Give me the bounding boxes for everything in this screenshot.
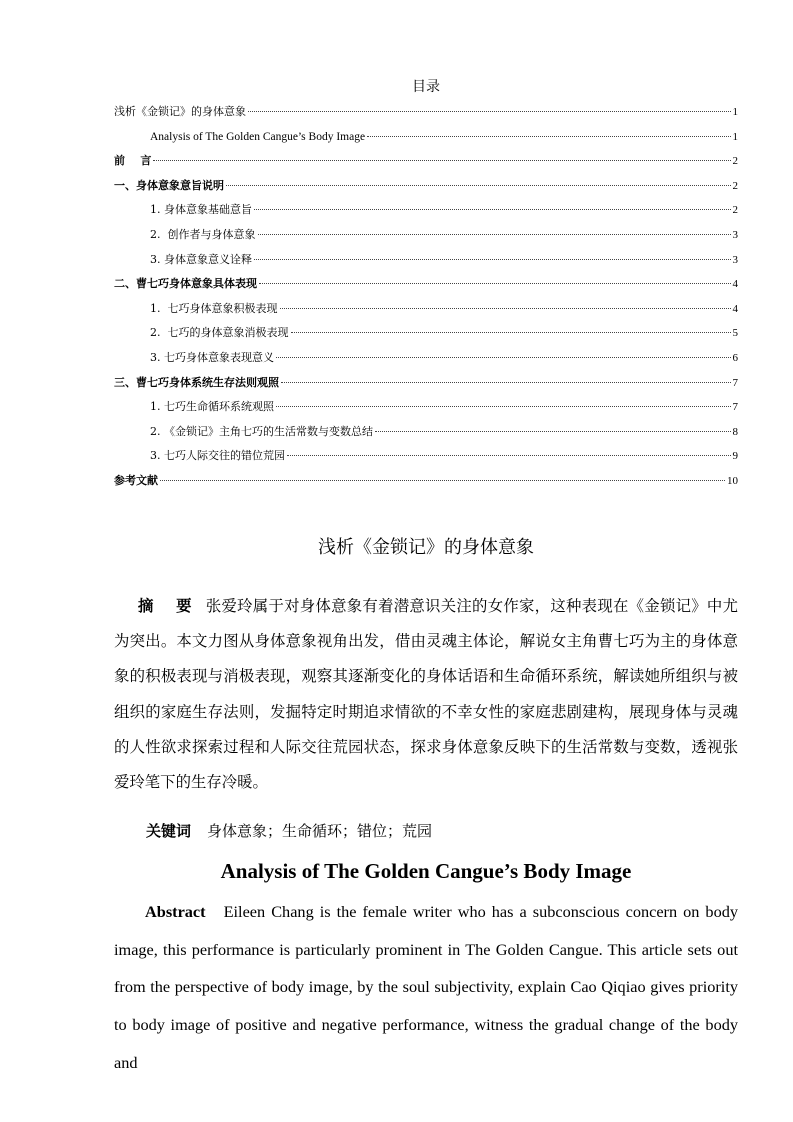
toc-entry-page: 2 [732, 155, 738, 168]
toc-entry[interactable] [114, 397, 738, 422]
toc-entry-text: Analysis of The Golden Cangue’s Body Image [150, 130, 366, 143]
toc-entry[interactable] [114, 323, 738, 348]
toc-leader-dots [281, 382, 731, 383]
toc-leader-dots [375, 431, 731, 432]
toc-entry-page: 10 [727, 474, 738, 487]
toc-title: 目录 [412, 79, 440, 95]
toc-leader-dots [287, 455, 731, 456]
toc-entry-page: 7 [732, 401, 738, 414]
toc-leader-dots [248, 111, 731, 112]
keywords-text: 身体意象；生命循环；错位；荒园 [207, 822, 433, 840]
toc-entry-page: 2 [732, 204, 738, 217]
toc-entry[interactable] [114, 176, 738, 201]
toc-entry[interactable] [114, 127, 738, 152]
chinese-title: 浅析《金锁记》的身体意象 [318, 537, 534, 558]
toc-leader-dots [280, 308, 731, 309]
toc-entry-text: 3. 身体意象意义诠释 [150, 252, 252, 266]
toc-entry[interactable] [114, 373, 738, 398]
toc-leader-dots [254, 209, 731, 210]
toc-entry[interactable] [114, 250, 738, 275]
toc-leader-dots [160, 480, 725, 481]
toc-entry-page: 9 [732, 450, 738, 463]
toc-entry[interactable] [114, 200, 738, 225]
toc-entry[interactable] [114, 348, 738, 373]
toc-entry[interactable] [114, 102, 738, 127]
toc-leader-dots [258, 234, 731, 235]
toc-leader-dots [259, 283, 731, 284]
toc-leader-dots [276, 357, 731, 358]
toc-entry-page: 3 [732, 228, 738, 241]
toc-entry[interactable] [114, 274, 738, 299]
keywords [146, 818, 432, 844]
toc-entry-text: 二、曹七巧身体意象具体表现 [114, 277, 257, 291]
toc-entry[interactable] [114, 225, 738, 250]
toc-entry-page: 4 [732, 302, 738, 315]
toc-entry-text: 参考文献 [114, 473, 158, 487]
toc-entry[interactable] [114, 446, 738, 471]
toc-leader-dots [226, 185, 731, 186]
toc-entry-text: 三、曹七巧身体系统生存法则观照 [114, 375, 279, 389]
chinese-abstract-label: 摘 要 [138, 597, 192, 615]
toc-entry-text: 1. 七巧生命循环系统观照 [150, 400, 274, 414]
toc-entry-page: 2 [732, 179, 738, 192]
toc-entry[interactable] [114, 471, 738, 496]
toc-entry-text: 2. 创作者与身体意象 [150, 227, 256, 241]
toc-entry-page: 5 [732, 327, 738, 340]
toc-entry-page: 1 [732, 130, 738, 143]
toc-entry-text: 前 言 [114, 154, 152, 168]
toc-leader-dots [367, 136, 730, 137]
toc-entry-text: 3. 七巧人际交往的错位荒园 [150, 449, 285, 463]
toc-entry-page: 7 [732, 376, 738, 389]
toc-entry-page: 1 [732, 106, 738, 118]
toc-entry-page: 6 [732, 351, 738, 364]
toc-entry-text: 1. 身体意象基础意旨 [150, 203, 252, 217]
toc-leader-dots [276, 406, 731, 407]
chinese-abstract-text: 张爱玲属于对身体意象有着潜意识关注的女作家，这种表现在《金锁记》中尤为突出。本文力图从身体意象视角出发，借由灵魂主体论，解说女主角曹七巧为主的身体意象的积极表现与消极表现，观察其逐渐变化的身体话语和生命循环系统，解读她所组织与被组织的家庭生存法则，发掘特定时期追求情欲的不幸女性的家庭悲剧建构，展现身体与灵魂的人性欲求探索过程和人际交往荒园状态，探求身体意象反映下的生活常数与变数，透视张爱玲笔下的生存冷暖。 [114, 597, 738, 792]
english-abstract-text: Eileen Chang is the female writer who has a subconscious concern on body image, this performance is particularly prominent in The Golden Cangue. This article sets out from the perspective of body image, by the soul subjectivity, explain Cao Qiqiao gives priority to body image of positive and negative performance, witness the gradual change of the body and [114, 902, 738, 1072]
toc-entry-text: 1. 七巧身体意象积极表现 [150, 301, 278, 315]
toc-entry-page: 3 [732, 253, 738, 266]
toc-leader-dots [153, 160, 730, 161]
toc-entry-page: 8 [732, 425, 738, 438]
toc-entry[interactable] [114, 299, 738, 324]
toc-entry-page: 4 [732, 278, 738, 291]
keywords-label: 关键词 [146, 822, 192, 840]
toc-entry[interactable] [114, 151, 738, 176]
table-of-contents [114, 102, 738, 496]
toc-entry-text: 2. 七巧的身体意象消极表现 [150, 326, 289, 340]
english-abstract-label: Abstract [145, 902, 206, 921]
toc-leader-dots [291, 332, 731, 333]
toc-leader-dots [254, 259, 731, 260]
chinese-abstract [114, 589, 738, 800]
toc-entry-text: 一、身体意象意旨说明 [114, 178, 224, 192]
english-abstract [114, 893, 738, 1082]
toc-entry[interactable] [114, 422, 738, 447]
english-title: Analysis of The Golden Cangue’s Body Image [220, 859, 632, 883]
toc-entry-text: 浅析《金锁记》的身体意象 [114, 105, 246, 118]
toc-entry-text: 3. 七巧身体意象表现意义 [150, 350, 274, 364]
toc-entry-text: 2. 《金锁记》主角七巧的生活常数与变数总结 [150, 424, 373, 438]
